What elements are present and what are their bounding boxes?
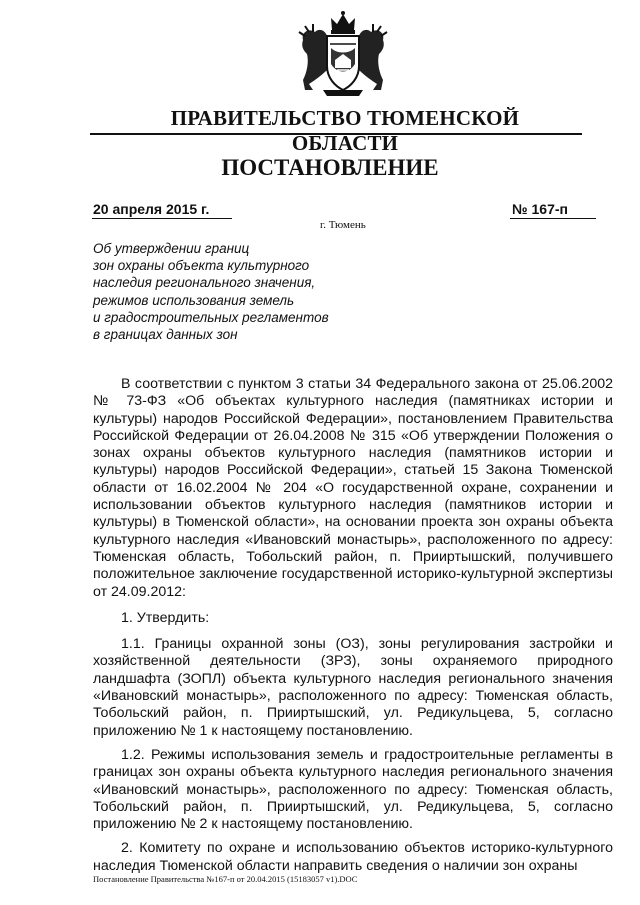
document-type-heading: ПОСТАНОВЛЕНИЕ — [221, 155, 439, 180]
body-paragraph: В соответствии с пунктом 3 статьи 34 Федерального закона от 25.06.2002 № 73-ФЗ «Об объектах культурного наследия (памятниках истории и культуры) народов Российской Федерации», постановлением Правительства Российской Федерации от 26.04.2008 № 315 «Об утверждении Положения о зонах охраны объектов культурного наследия (памятников истории и культуры) народов Российской Федерации», статьей 15 Закона Тюменской области от 16.02.2004 № 204 «О государственной охране, сохранении и использовании объектов культурного наследия (памятников истории и культуры) в Тюменской области», на основании проекта зон охраны объекта культурного наследия «Ивановский монастырь», расположенного по адресу: Тюменская область, Тобольский район, п. Прииртышский, получившего положительное заключение государственной историко-культурной экспертизы от 24.09.2012: — [93, 376, 613, 600]
date-underline — [92, 218, 232, 219]
document-subject — [93, 240, 393, 343]
subject-line: и градостроительных регламентов — [93, 309, 329, 325]
number-underline — [510, 218, 596, 219]
body-paragraph: 2. Комитету по охране и использованию объектов историко-культурного наследия Тюменской области направить сведения о наличии зон охраны — [93, 840, 613, 874]
subject-line: режимов использования земель — [93, 292, 295, 308]
body-paragraph: 1.1. Границы охранной зоны (ОЗ), зоны регулирования застройки и хозяйственной деятельности (ЗРЗ), зоны охраняемого природного ландшафта (ЗОПЛ) объекта культурного наследия регионального значения «Ивановский монастырь», расположенного по адресу: Тюменская область, Тобольский район, п. Прииртышский, ул. Редикульцева, 5, согласно приложению № 1 к настоящему постановлению. — [93, 636, 613, 739]
subject-line: в границах данных зон — [93, 326, 238, 342]
document-number: № 167-п — [512, 201, 568, 217]
subject-line: зон охраны объекта культурного — [93, 258, 310, 274]
document-city: г. Тюмень — [320, 219, 366, 231]
government-title: ПРАВИТЕЛЬСТВО ТЮМЕНСКОЙ ОБЛАСТИ — [170, 106, 520, 155]
document-body — [93, 376, 613, 875]
title-divider — [90, 133, 582, 135]
document-date: 20 апреля 2015 г. — [93, 201, 210, 217]
body-paragraph: 1. Утвердить: — [121, 609, 210, 626]
tyumen-oblast-coat-of-arms-icon — [297, 10, 389, 98]
subject-line: Об утверждении границ — [93, 241, 250, 256]
subject-line: наследия регионального значения, — [93, 275, 316, 291]
body-paragraph: 1.2. Режимы использования земель и градостроительные регламенты в границах зон охраны объекта культурного наследия регионального значения «Ивановский монастырь», расположенного по адресу: Тюменская область, Тобольский район, п. Прииртышский, ул. Редикульцева, 5, согласно приложению № 2 к настоящему постановлению. — [93, 746, 613, 833]
file-reference-footer: Постановление Правительства №167-п от 20.04.2015 (15183057 v1).DOC — [93, 874, 358, 884]
